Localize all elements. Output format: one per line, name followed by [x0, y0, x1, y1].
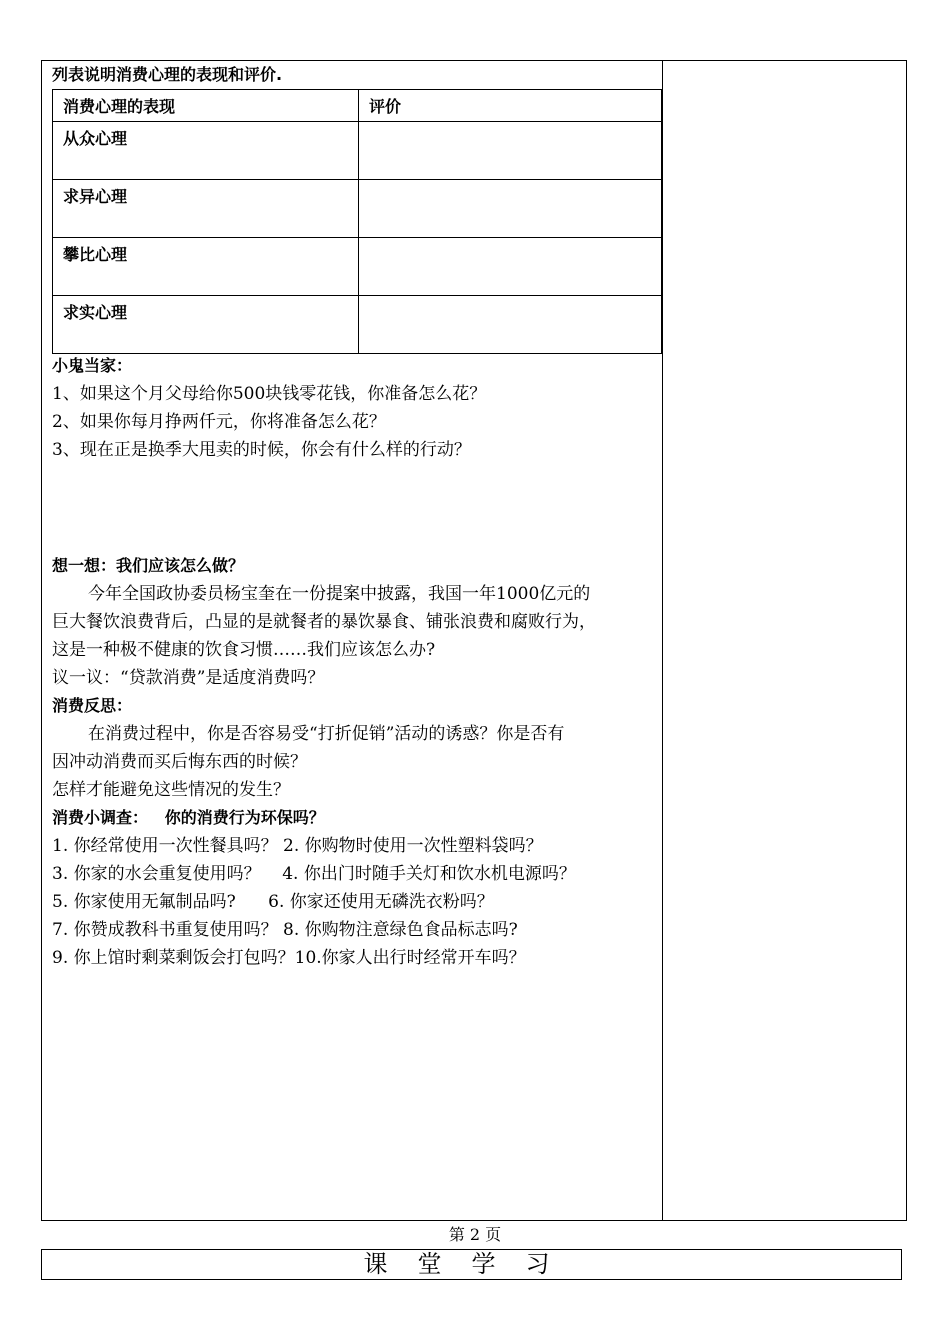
evaluation-cell: [359, 296, 662, 354]
discussion-line: 议一议：“贷款消费”是适度消费吗？: [52, 668, 325, 688]
intro-block: [52, 61, 657, 89]
psychology-table: [52, 89, 662, 354]
page-number: 第 2 页: [448, 1225, 502, 1244]
paragraph-line: 巨大餐饮浪费背后，凸显的是就餐者的暴饮暴食、铺张浪费和腐败行为，: [52, 612, 596, 632]
answer-space: [52, 464, 657, 552]
section-title: 小鬼当家：: [52, 356, 133, 375]
worksheet-body: [52, 352, 657, 972]
paragraph-line: 因冲动消费而买后悔东西的时候？: [52, 752, 307, 772]
evaluation-cell: [359, 122, 662, 180]
table-header-row: [53, 90, 662, 122]
paragraph-line: 在消费过程中，你是否容易受“打折促销”活动的诱惑？你是否有: [88, 724, 565, 744]
table-cell: 从众心理: [53, 122, 359, 180]
question-item: 3、现在正是换季大甩卖的时候，你会有什么样的行动？: [52, 440, 471, 460]
table-header: 评价: [359, 90, 662, 122]
paragraph-line: 怎样才能避免这些情况的发生？: [52, 780, 290, 800]
survey-line: 5. 你家使用无氟制品吗? 6. 你家还使用无磷洗衣粉吗？: [52, 892, 494, 912]
table-row: [53, 238, 662, 296]
section-title: 想一想：我们应该怎么做？: [52, 556, 245, 575]
section-banner: 课堂学习: [41, 1249, 902, 1280]
table-header: 消费心理的表现: [53, 90, 359, 122]
evaluation-cell: [359, 238, 662, 296]
table-row: [53, 296, 662, 354]
table-cell: 攀比心理: [53, 238, 359, 296]
table-row: [53, 180, 662, 238]
table-row: [53, 122, 662, 180]
survey-line: 7. 你赞成教科书重复使用吗？ 8. 你购物注意绿色食品标志吗?: [52, 920, 518, 940]
table-cell: 求实心理: [53, 296, 359, 354]
section-title: 消费小调查： 你的消费行为环保吗？: [52, 808, 325, 827]
margin-column-divider: [662, 60, 663, 1221]
question-item: 2、如果你每月挣两仟元，你将准备怎么花？: [52, 412, 386, 432]
intro-text: 列表说明消费心理的表现和评价.: [52, 65, 283, 84]
survey-line: 9. 你上馆时剩菜剩饭会打包吗？10.你家人出行时经常开车吗？: [52, 948, 526, 968]
paragraph-line: 这是一种极不健康的饮食习惯……我们应该怎么办?: [52, 640, 436, 660]
question-item: 1、如果这个月父母给你500块钱零花钱，你准备怎么花？: [52, 384, 487, 404]
section-title: 消费反思：: [52, 696, 133, 715]
paragraph-line: 今年全国政协委员杨宝奎在一份提案中披露，我国一年1000亿元的: [88, 584, 591, 604]
survey-line: 3. 你家的水会重复使用吗？ 4. 你出门时随手关灯和饮水机电源吗？: [52, 864, 576, 884]
evaluation-cell: [359, 180, 662, 238]
table-cell: 求异心理: [53, 180, 359, 238]
survey-line: 1. 你经常使用一次性餐具吗？ 2. 你购物时使用一次性塑料袋吗？: [52, 836, 543, 856]
